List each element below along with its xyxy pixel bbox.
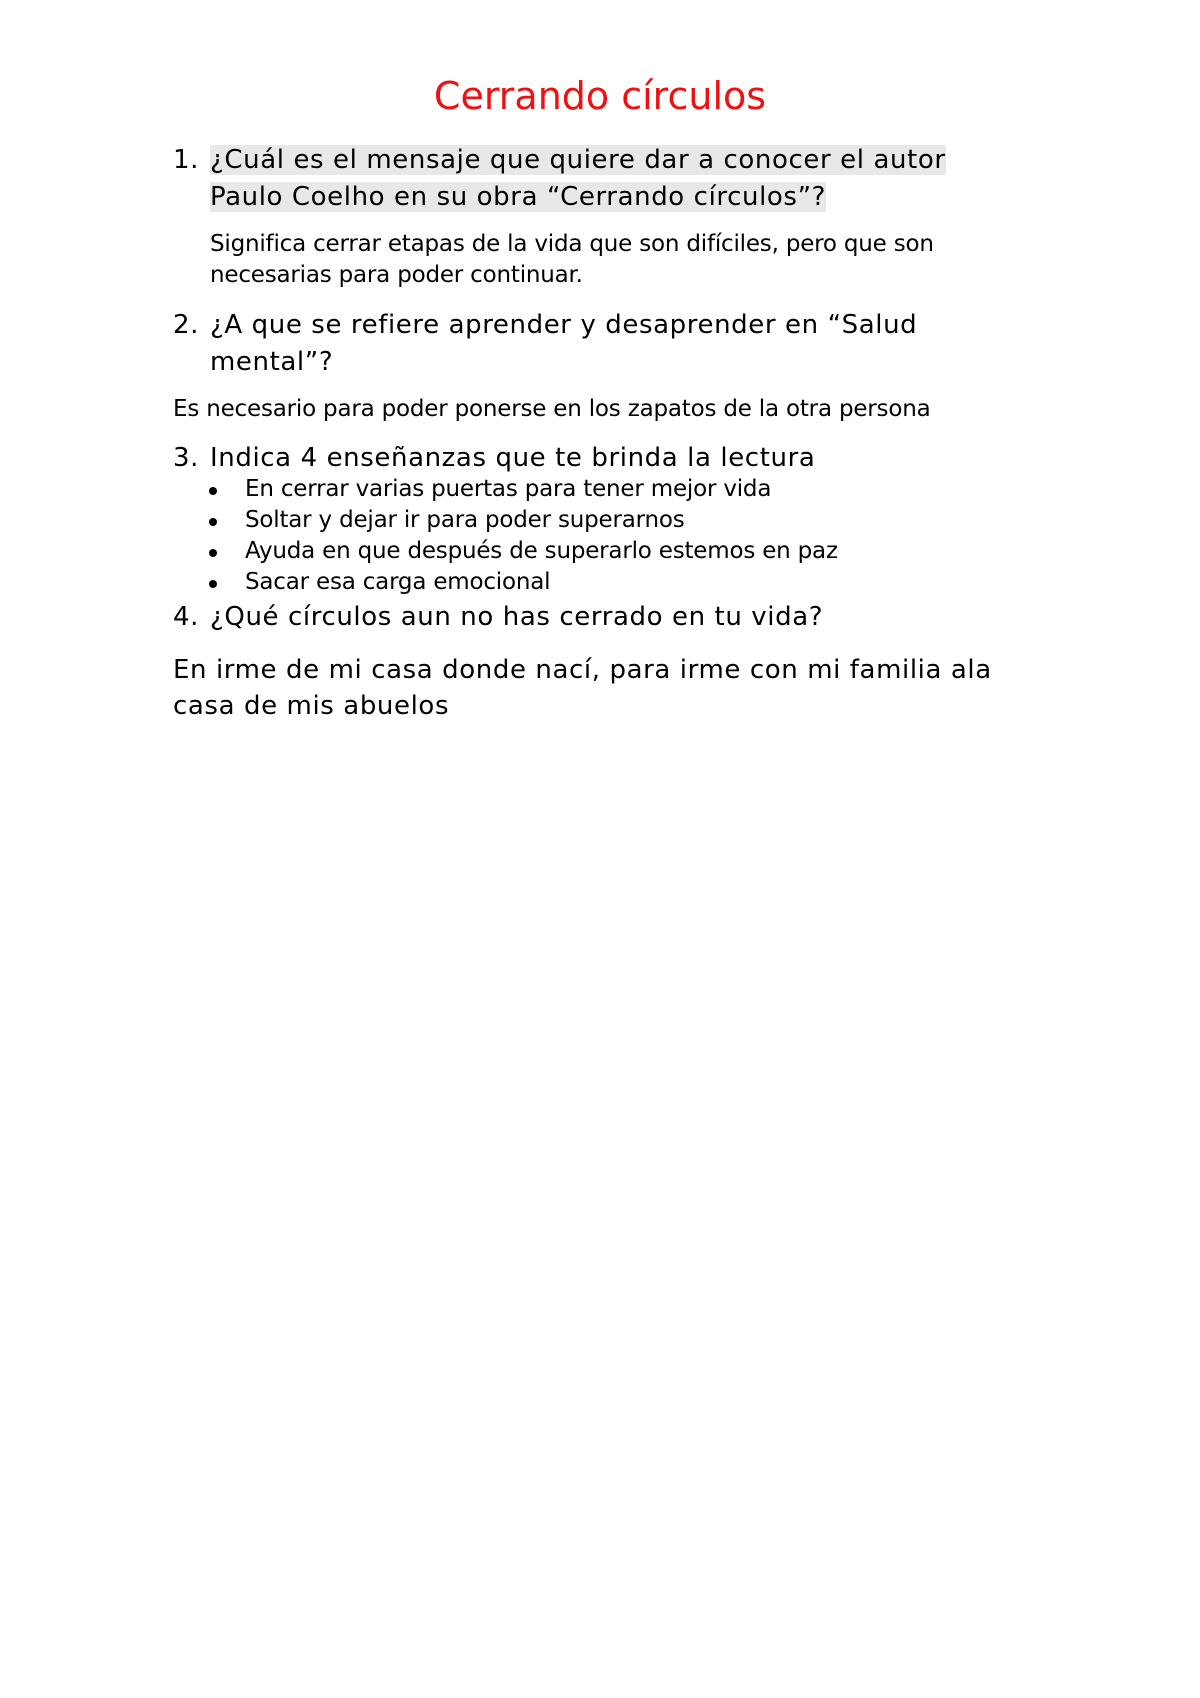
list-item-text: Ayuda en que después de superarlo estemos en paz [245,538,838,564]
question-line: ¿Qué círculos aun no has cerrado en tu vida? [210,602,824,632]
list-item-text: En cerrar varias puertas para tener mejor vida [245,476,772,502]
answer-line: Es necesario para poder ponerse en los zapatos de la otra persona [173,396,931,422]
document-title: Cerrando círculos [433,74,767,118]
list-item [205,567,1005,598]
list-item-text: Soltar y dejar ir para poder superarnos [245,507,685,533]
question-line: ¿A que se refiere aprender y desaprender en “Salud [210,310,918,340]
bullet-icon [209,549,217,557]
question-4 [173,599,1073,636]
question-text [210,440,1073,477]
question-number: 4. [173,602,200,632]
question-1 [173,142,1073,216]
question-3 [173,440,1073,477]
answer-line: Significa cerrar etapas de la vida que son difíciles, pero que son [210,231,934,257]
teachings-list [205,474,1005,598]
answer-line: En irme de mi casa donde nací, para irme con mi familia ala [173,655,992,685]
answer-4 [173,652,1073,724]
question-2 [173,307,1073,381]
question-text [210,142,1073,216]
bullet-icon [209,518,217,526]
answer-line: necesarias para poder continuar. [210,262,583,288]
question-text [210,599,1073,636]
question-line: Indica 4 enseñanzas que te brinda la lectura [210,443,816,473]
list-item-text: Sacar esa carga emocional [245,569,551,595]
question-line: mental”? [210,347,334,377]
answer-2 [173,394,930,425]
answer-line: casa de mis abuelos [173,691,450,721]
question-line: ¿Cuál es el mensaje que quiere dar a conocer el autor [210,145,946,175]
question-text [210,307,1073,381]
list-item [205,474,1005,505]
question-number: 2. [173,310,200,340]
question-number: 1. [173,145,200,175]
answer-1 [210,229,934,291]
bullet-icon [209,580,217,588]
list-item [205,536,1005,567]
list-item [205,505,1005,536]
question-number: 3. [173,443,200,473]
bullet-icon [209,487,217,495]
question-line: Paulo Coelho en su obra “Cerrando círculos”? [210,182,827,212]
